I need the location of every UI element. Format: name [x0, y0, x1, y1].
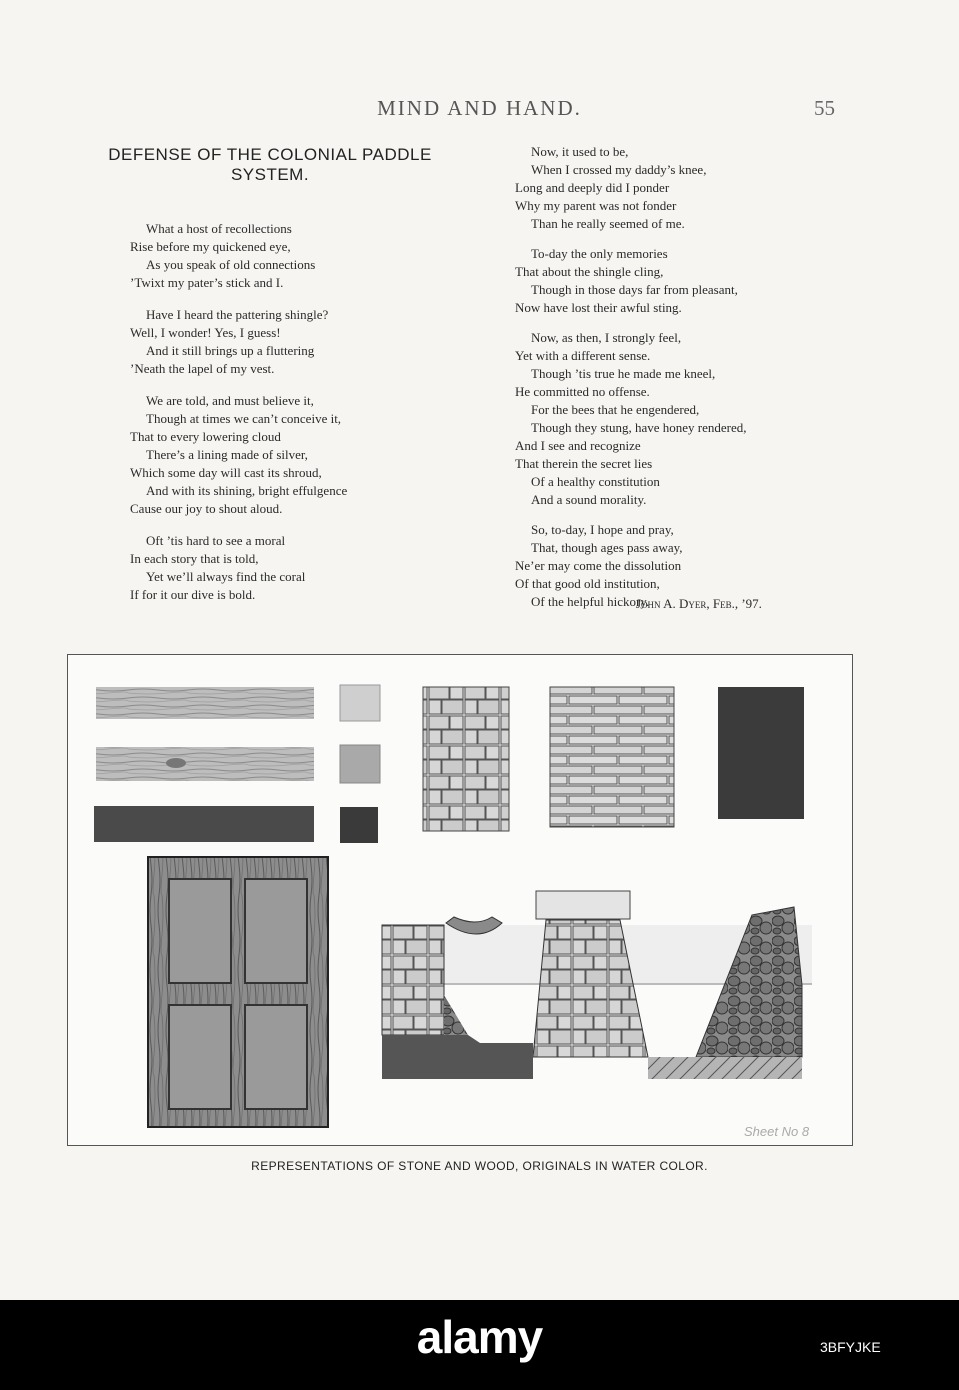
- image-id: 3BFYJKE: [820, 1339, 881, 1355]
- end-grain-light: [340, 685, 380, 721]
- poem-line: And I see and recognize: [515, 438, 641, 453]
- poem-line: Ne’er may come the dissolution: [515, 558, 682, 573]
- poem-line: Cause our joy to shout aloud.: [130, 501, 283, 516]
- poem-line: That about the shingle cling,: [515, 264, 664, 279]
- poem-right-column: [515, 143, 835, 623]
- poem-signature: John A. Dyer, Feb., ’97.: [636, 596, 762, 611]
- plate-caption: REPRESENTATIONS OF STONE AND WOOD, ORIGINALS IN WATER COLOR.: [251, 1159, 708, 1173]
- bridge-deck: [536, 891, 630, 919]
- poem-line: And it still brings up a fluttering: [146, 343, 315, 358]
- poem-title: DEFENSE OF THE COLONIAL PADDLE SYSTEM.: [108, 145, 432, 184]
- poem-line: Rise before my quickened eye,: [130, 239, 291, 254]
- poem-line: We are told, and must believe it,: [146, 393, 314, 408]
- poem-line: Oft ’tis hard to see a moral: [146, 533, 286, 548]
- stanza: [515, 329, 835, 509]
- poem-line: And a sound morality.: [531, 492, 647, 507]
- poem-line: He committed no offense.: [515, 384, 650, 399]
- poem-line: And with its shining, bright effulgence: [146, 483, 348, 498]
- page-number: 55: [814, 96, 835, 120]
- poem-line: When I crossed my daddy’s knee,: [531, 162, 707, 177]
- wood-knot: [166, 758, 186, 768]
- stone-wood-illustration: [68, 655, 852, 1145]
- poem-line: Well, I wonder! Yes, I guess!: [130, 325, 281, 340]
- poem-line: That to every lowering cloud: [130, 429, 281, 444]
- poem-line: That, though ages pass away,: [531, 540, 683, 555]
- stanza: [515, 143, 835, 233]
- poem-line: ’Twixt my pater’s stick and I.: [130, 275, 284, 290]
- poem-line: Now have lost their awful sting.: [515, 300, 682, 315]
- sheet-label: Sheet No 8: [744, 1124, 810, 1139]
- poem-line: Though at times we can’t conceive it,: [146, 411, 342, 426]
- poem-line: To-day the only memories: [531, 246, 668, 261]
- poem-line: Of the helpful hickory.: [531, 594, 650, 609]
- ashlar-stone-panel: [423, 687, 509, 831]
- stanza: [130, 306, 450, 378]
- paneled-door: [148, 857, 328, 1127]
- poem-line: So, to-day, I hope and pray,: [531, 522, 674, 537]
- stanza: [130, 220, 450, 292]
- running-head: MIND AND HAND.: [377, 96, 582, 120]
- slate-panel: [718, 687, 804, 819]
- poem-left-column: [130, 220, 450, 618]
- illustration-plate: [67, 654, 853, 1146]
- poem-line: Of a healthy constitution: [531, 474, 660, 489]
- poem-line: For the bees that he engendered,: [531, 402, 700, 417]
- stanza: [130, 392, 450, 518]
- coursed-stone-panel: [550, 687, 674, 827]
- poem-line: Now, it used to be,: [531, 144, 629, 159]
- stanza: [515, 245, 835, 317]
- poem-line: Long and deeply did I ponder: [515, 180, 670, 195]
- poem-line: As you speak of old connections: [146, 257, 316, 272]
- stanza: [130, 532, 450, 604]
- poem-line: Of that good old institution,: [515, 576, 660, 591]
- poem-line: Which some day will cast its shroud,: [130, 465, 322, 480]
- wood-strip-grain: [96, 747, 314, 781]
- poem-line: Though in those days far from pleasant,: [531, 282, 738, 297]
- wood-strip-dark: [94, 806, 314, 842]
- poem-line: ’Neath the lapel of my vest.: [130, 361, 275, 376]
- poem-line: Yet with a different sense.: [515, 348, 651, 363]
- canal-bed-right: [648, 1057, 802, 1079]
- wood-strip-light: [96, 687, 314, 719]
- poem-line: In each story that is told,: [130, 551, 259, 566]
- poem-line: Yet we’ll always find the coral: [146, 569, 306, 584]
- canal-bed-left: [382, 1035, 533, 1079]
- poem-line: That therein the secret lies: [515, 456, 653, 471]
- end-grain-medium: [340, 745, 380, 783]
- canal-cross-section: [382, 891, 812, 1079]
- poem-line: Though they stung, have honey rendered,: [531, 420, 747, 435]
- poem-line: If for it our dive is bold.: [130, 587, 256, 602]
- poem-line: Though ’tis true he made me kneel,: [531, 366, 716, 381]
- poem-line: Have I heard the pattering shingle?: [146, 307, 329, 322]
- alamy-logo: alamy: [416, 1311, 543, 1363]
- poem-line: Than he really seemed of me.: [531, 216, 685, 231]
- poem-line: Why my parent was not fonder: [515, 198, 677, 213]
- poem-line: There’s a lining made of silver,: [146, 447, 308, 462]
- end-grain-dark: [340, 807, 378, 843]
- poem-line: Now, as then, I strongly feel,: [531, 330, 682, 345]
- poem-line: What a host of recollections: [146, 221, 292, 236]
